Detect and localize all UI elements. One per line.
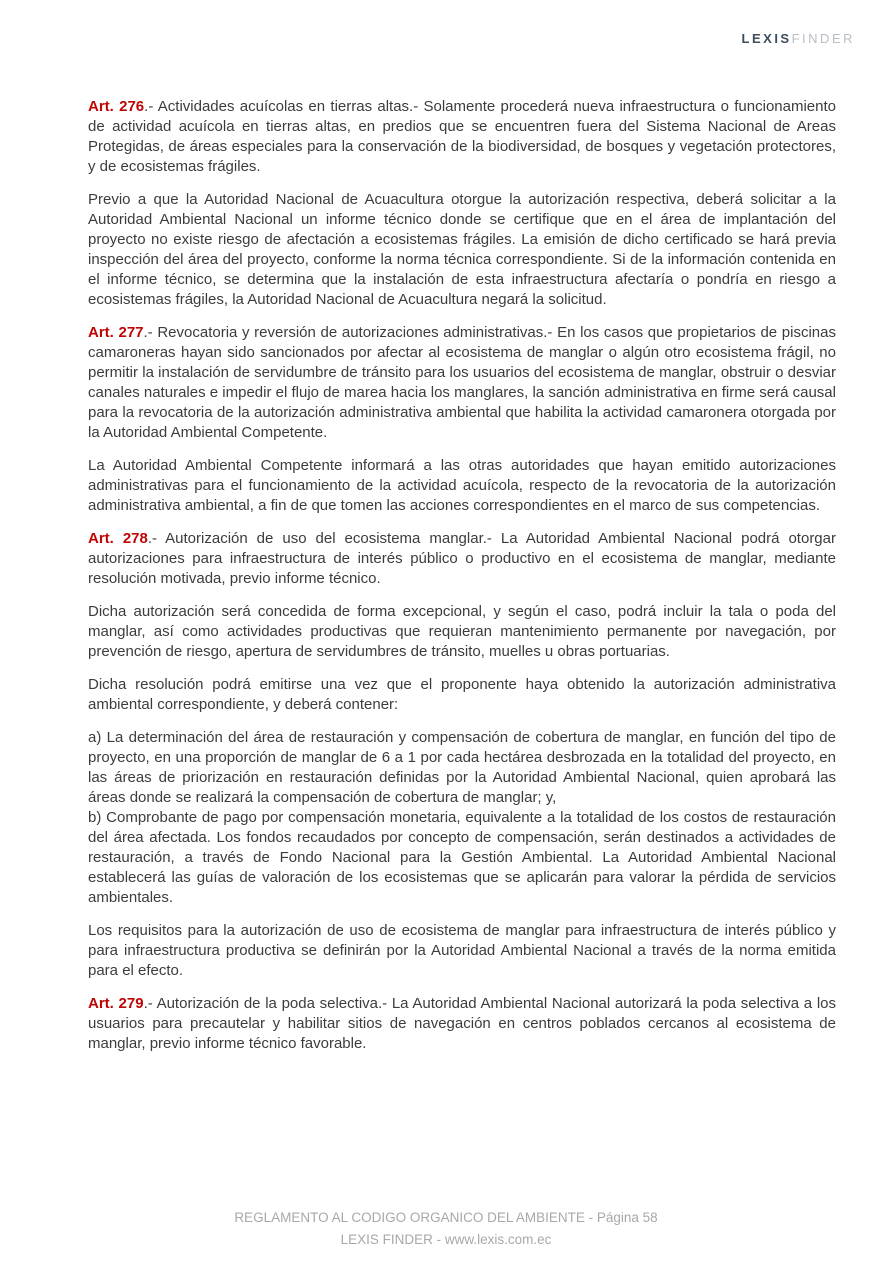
logo-lexis-text: LEXIS xyxy=(741,31,792,46)
paragraph-article-276 xyxy=(88,97,836,177)
article-279-label: Art. 279 xyxy=(88,995,144,1012)
logo-finder-text: FINDER xyxy=(791,31,855,46)
article-276-text: .- Actividades acuícolas en tierras altas.- Solamente procederá nueva infraestructura o funcionamiento de actividad acuícola en tierras altas, en predios que se encuentren fuera del Sistema Nacional de Areas Protegidas, de áreas especiales para la conservación de la biodiversidad, de bosques y vegetación protectores, y de ecosistemas frágiles. xyxy=(88,98,836,175)
footer-source: LEXIS FINDER - www.lexis.com.ec xyxy=(340,1232,552,1247)
lexisfinder-logo xyxy=(742,31,855,46)
paragraph-dicha-resolucion xyxy=(88,675,836,715)
paragraph-previo-autoridad xyxy=(88,190,836,310)
paragraph-dicha-autorizacion xyxy=(88,602,836,662)
page-footer xyxy=(0,1207,892,1251)
document-body xyxy=(88,97,836,1067)
paragraph-text: Dicha autorización será concedida de forma excepcional, y según el caso, podrá incluir la tala o poda del manglar, así como actividades productivas que requieran mantenimiento permanente por navegación, por prevención de riesgo, apertura de servidumbres de tránsito, muelles u obras portuarias. xyxy=(88,603,836,660)
paragraph-article-279 xyxy=(88,994,836,1054)
paragraph-autoridad-informara xyxy=(88,456,836,516)
list-item-b-text: b) Comprobante de pago por compensación monetaria, equivalente a la totalidad de los costos de restauración del área afectada. Los fondos recaudados por concepto de compensación, serán destinados a actividades de restauración, a través de Fondo Nacional para la Gestión Ambiental. La Autoridad Ambiental Nacional establecerá las guías de valoración de los ecosistemas que se aplicarán para valorar la pérdida de servicios ambientales. xyxy=(88,809,836,906)
paragraph-text: Dicha resolución podrá emitirse una vez que el proponente haya obtenido la autorización administrativa ambiental correspondiente, y deberá contener: xyxy=(88,676,836,713)
article-277-text: .- Revocatoria y reversión de autorizaciones administrativas.- En los casos que propietarios de piscinas camaroneras hayan sido sancionados por afectar al ecosistema de manglar o algún otro ecosistema frágil, no permitir la instalación de servidumbre de tránsito para los usuarios del ecosistema de manglar, obstruir o desviar canales naturales e impedir el flujo de marea hacia los manglares, la sanción administrativa en firme será causal para la revocatoria de la autorización administrativa ambiental que habilita la actividad camaronera otorgada por la Autoridad Ambiental Competente. xyxy=(88,324,836,441)
article-278-label: Art. 278 xyxy=(88,530,148,547)
footer-document-title: REGLAMENTO AL CODIGO ORGANICO DEL AMBIENTE - Página 58 xyxy=(234,1210,658,1225)
article-278-text: .- Autorización de uso del ecosistema manglar.- La Autoridad Ambiental Nacional podrá otorgar autorizaciones para infraestructura de interés público o productivo en el ecosistema de manglar, mediante resolución motivada, previo informe técnico. xyxy=(88,530,836,587)
paragraph-text: Los requisitos para la autorización de uso de ecosistema de manglar para infraestructura de interés público y para infraestructura productiva se definirán por la Autoridad Ambiental Nacional a través de la norma emitida para el efecto. xyxy=(88,922,836,979)
paragraph-article-278 xyxy=(88,529,836,589)
paragraph-text: La Autoridad Ambiental Competente informará a las otras autoridades que hayan emitido autorizaciones administrativas para el funcionamiento de la actividad acuícola, respecto de la revocatoria de la autorización administrativa ambiental, a fin de que tomen las acciones correspondientes en el marco de sus competencias. xyxy=(88,457,836,514)
list-item-a-text: a) La determinación del área de restauración y compensación de cobertura de manglar, en función del tipo de proyecto, en una proporción de manglar de 6 a 1 por cada hectárea desbrozada en la totalidad del proyecto, en las áreas de priorización en restauración definidas por la Autoridad Ambiental Nacional, quien aprobará las áreas donde se realizará la compensación de cobertura de manglar; y, xyxy=(88,729,836,806)
article-277-label: Art. 277 xyxy=(88,324,144,341)
article-279-text: .- Autorización de la poda selectiva.- La Autoridad Ambiental Nacional autorizará la poda selectiva a los usuarios para precautelar y habilitar sitios de navegación en centros poblados cercanos al ecosistema de manglar, previo informe técnico favorable. xyxy=(88,995,837,1052)
article-276-label: Art. 276 xyxy=(88,98,145,115)
paragraph-los-requisitos xyxy=(88,921,836,981)
list-item-a xyxy=(88,728,836,808)
paragraph-text: Previo a que la Autoridad Nacional de Acuacultura otorgue la autorización respectiva, deberá solicitar a la Autoridad Ambiental Nacional un informe técnico donde se certifique que en el área de implantación del proyecto no existe riesgo de afectación a ecosistemas frágiles. La emisión de dicho certificado se hará previa inspección del área del proyecto, conforme la norma técnica correspondiente. Si de la información contenida en el informe técnico, se determina que la instalación de esta infraestructura afectaría o pondría en riesgo a ecosistemas frágiles, la Autoridad Nacional de Acuacultura negará la solicitud. xyxy=(88,191,836,308)
paragraph-article-277 xyxy=(88,323,836,443)
list-item-b xyxy=(88,808,836,908)
